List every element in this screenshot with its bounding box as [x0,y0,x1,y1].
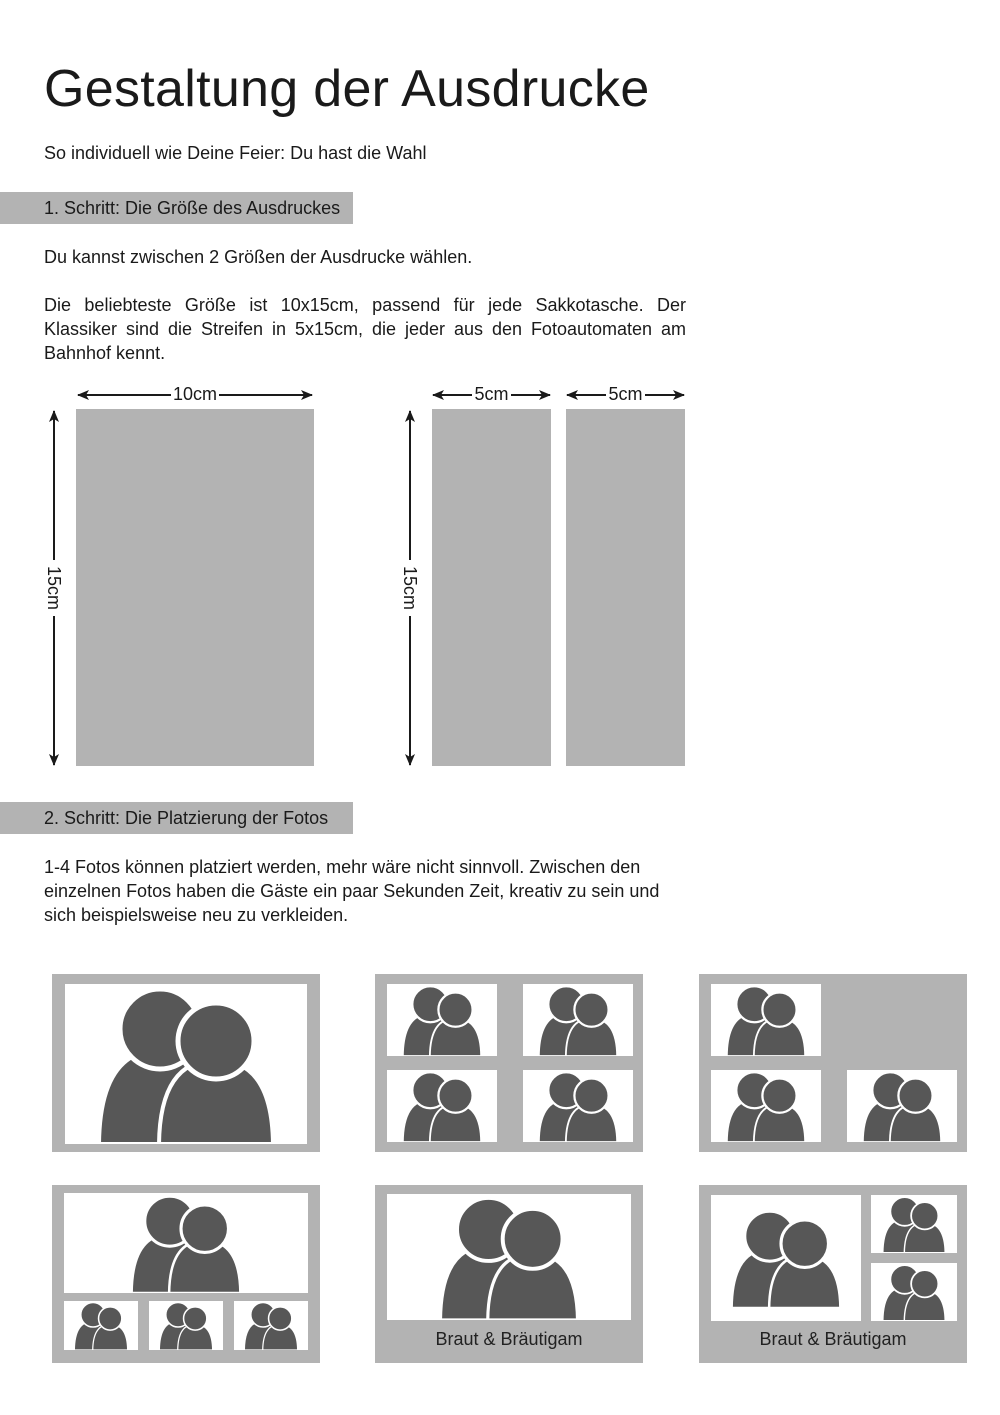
couple-silhouette-icon [64,1193,308,1293]
strip-print-left-rect [432,409,551,766]
photo-slot [711,1070,821,1142]
strip2-width-label: 5cm [608,384,643,404]
couple-silhouette-icon [711,984,821,1056]
page-title: Gestaltung der Ausdrucke [44,60,650,118]
couple-silhouette-icon [711,1070,821,1142]
photo-slot [871,1263,957,1321]
photo-slot [523,1070,633,1142]
couple-silhouette-icon [871,1195,957,1253]
couple-silhouette-icon [523,984,633,1056]
couple-silhouette-icon [387,1070,497,1142]
layout-caption: Braut & Bräutigam [435,1329,583,1349]
couple-silhouette-icon [234,1301,308,1350]
layout-big-plus-three [52,1185,320,1363]
layout-single-photo [52,974,320,1152]
step-1-intro: Du kannst zwischen 2 Größen der Ausdrucke wählen. [44,247,473,267]
strip1-width-label: 5cm [474,384,509,404]
layout-big-two-small-caption [699,1185,967,1363]
photo-slot [871,1195,957,1253]
strip-print-right-rect [566,409,685,766]
photo-slot [64,1301,138,1350]
couple-silhouette-icon [711,1195,861,1321]
step-2-description: 1-4 Fotos können platziert werden, mehr wäre nicht sinnvoll. Zwischen den einzelnen Fotos haben die Gäste ein paar Sekunden Zeit, kreativ zu sein und sich beispielsweise neu zu verkleiden. [44,857,660,925]
couple-silhouette-icon [523,1070,633,1142]
couple-silhouette-icon [387,1194,631,1320]
photo-slot [847,1070,957,1142]
layout-photo-caption [375,1185,643,1363]
photo-slot [387,984,497,1056]
step-1-heading: 1. Schritt: Die Größe des Ausdruckes [0,192,353,224]
layout-caption: Braut & Bräutigam [759,1329,907,1349]
couple-silhouette-icon [149,1301,223,1350]
photo-slot [65,984,307,1144]
photo-slot [387,1070,497,1142]
couple-silhouette-icon [847,1070,957,1142]
photo-slot [149,1301,223,1350]
couple-silhouette-icon [387,984,497,1056]
photo-slot [387,1194,631,1320]
photo-slot [234,1301,308,1350]
strip-height-label: 15cm [398,560,422,616]
photo-slot [64,1193,308,1293]
large-height-label: 15cm [42,560,66,616]
photo-slot [711,1195,861,1321]
photo-slot [711,984,821,1056]
layout-three-photos [699,974,967,1152]
couple-silhouette-icon [64,1301,138,1350]
photo-slot [523,984,633,1056]
large-width-label: 10cm [172,384,217,404]
step-1-description: Die beliebteste Größe ist 10x15cm, passend für jede Sakkotasche. Der Klassiker sind die Streifen in 5x15cm, die jeder aus den Fotoautomaten am Bahnhof kennt. [44,295,686,363]
large-print-rect [76,409,314,766]
couple-silhouette-icon [871,1263,957,1321]
layout-four-photos [375,974,643,1152]
page-subtitle: So individuell wie Deine Feier: Du hast die Wahl [44,143,427,163]
step-2-heading: 2. Schritt: Die Platzierung der Fotos [0,802,353,834]
couple-silhouette-icon [65,984,307,1144]
